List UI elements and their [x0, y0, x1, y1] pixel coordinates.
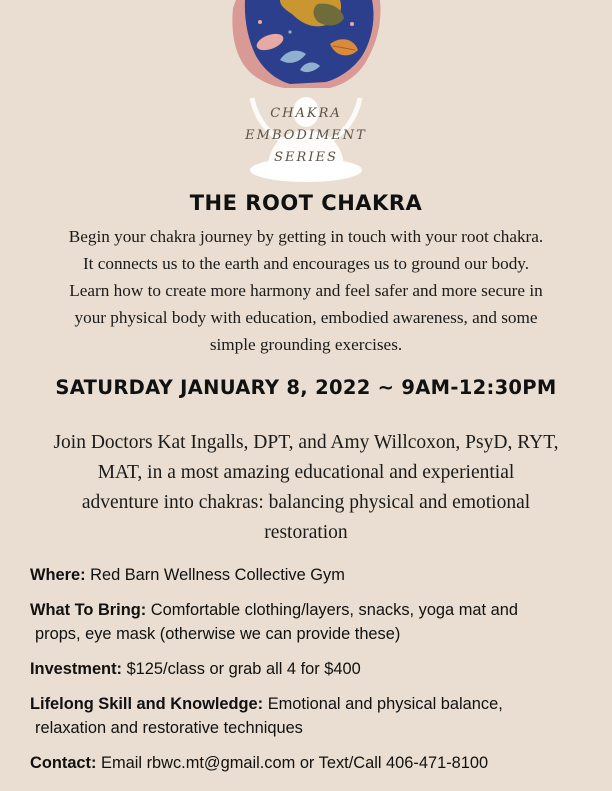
detail-label: Where: — [30, 566, 86, 584]
detail-value: Comfortable clothing/layers, snacks, yoga mat and — [150, 601, 518, 619]
intro-line: your physical body with education, embodied awareness, and some — [74, 308, 538, 327]
detail-what-to-bring — [30, 598, 590, 646]
event-date: SATURDAY JANUARY 8, 2022 ~ 9AM-12:30PM — [55, 376, 557, 399]
detail-investment — [30, 657, 590, 681]
page-title: THE ROOT CHAKRA — [189, 191, 423, 215]
intro-line: It connects us to the earth and encourages us to ground our body. — [82, 254, 530, 273]
detail-value: $125/class or grab all 4 for $400 — [126, 660, 361, 678]
detail-label: What To Bring: — [30, 601, 147, 619]
detail-label: Contact: — [30, 754, 97, 772]
detail-lifelong-skill — [30, 692, 590, 740]
series-line-2: EMBODIMENT — [245, 128, 367, 143]
detail-label: Lifelong Skill and Knowledge: — [30, 695, 264, 713]
detail-label: Investment: — [30, 660, 122, 678]
series-line-3: SERIES — [274, 150, 338, 165]
intro-line: simple grounding exercises. — [209, 335, 403, 354]
details-list — [30, 563, 590, 786]
intro-line: Begin your chakra journey by getting in touch with your root chakra. — [68, 227, 544, 246]
intro-paragraph — [22, 223, 590, 358]
series-line-1: CHAKRA — [270, 106, 342, 121]
intro-line: Learn how to create more harmony and feel safer and more secure in — [69, 281, 543, 300]
join-line: adventure into chakras: balancing physical and emotional — [81, 492, 531, 513]
detail-value-continued: relaxation and restorative techniques — [35, 719, 303, 737]
join-line: MAT, in a most amazing educational and experiential — [97, 462, 515, 483]
series-label — [236, 103, 376, 169]
detail-value: Email rbwc.mt@gmail.com or Text/Call 406-471-8100 — [101, 754, 489, 772]
detail-value: Red Barn Wellness Collective Gym — [90, 566, 345, 584]
detail-value: Emotional and physical balance, — [267, 695, 503, 713]
detail-value-continued: props, eye mask (otherwise we can provide these) — [35, 625, 401, 643]
detail-where — [30, 563, 590, 587]
detail-contact — [30, 751, 590, 775]
join-paragraph — [18, 428, 594, 548]
join-line: Join Doctors Kat Ingalls, DPT, and Amy Willcoxon, PsyD, RYT, — [53, 432, 559, 453]
join-line: restoration — [264, 522, 348, 543]
